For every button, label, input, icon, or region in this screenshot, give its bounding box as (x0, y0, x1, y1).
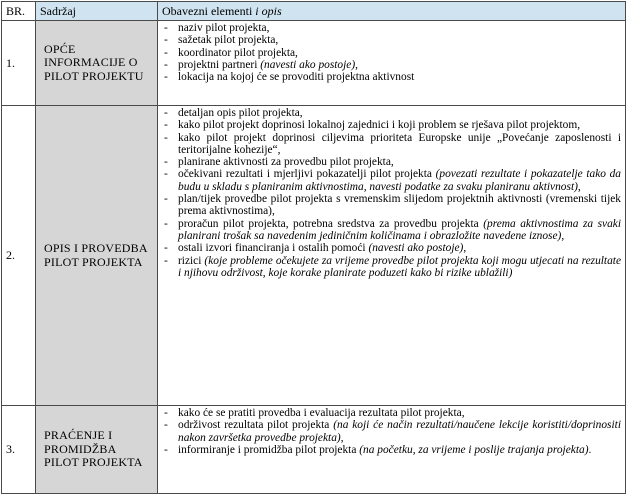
list-item (162, 119, 621, 131)
item-punctuation: , (340, 431, 344, 444)
section-title: PRAĆENJE I PROMIDŽBA PILOT PROJEKTA (36, 406, 158, 494)
item-note: (navesti ako postoje) (368, 242, 464, 255)
elements-list (162, 407, 621, 456)
list-item (162, 156, 621, 168)
item-note: (prema aktivnostima za svaki planirani trošak sa navedenim jediničnim količinama i obrazložite navedene iznose) (178, 217, 621, 242)
item-text: očekivani rezultati i mjerljivi pokazatelji pilot projekta (178, 168, 436, 181)
row-number: 3. (2, 406, 36, 494)
item-note: (koje probleme očekujete za vrijeme provedbe pilot projekta koji mogu utjecati na rezultate i njihovu održivost, koje korake planirate poduzeti kako bi rizike ublažili) (178, 254, 622, 279)
header-elements (158, 2, 626, 21)
list-item (162, 255, 621, 280)
item-note: (na početku, za vrijeme i poslije trajanja projekta) (359, 443, 589, 456)
required-elements (158, 106, 626, 406)
section-title: OPIS I PROVEDBA PILOT PROJEKTA (36, 106, 158, 406)
item-text: kako će se pratiti provedba i evaluacija rezultata pilot projekta, (178, 407, 465, 419)
header-elements-main: Obavezni elementi (162, 3, 253, 18)
item-punctuation: . (588, 443, 592, 456)
list-item (162, 107, 621, 119)
list-item (162, 407, 621, 419)
list-item (162, 242, 621, 254)
item-text: planirane aktivnosti za provedbu pilot projekta, (178, 156, 394, 169)
list-item (162, 193, 621, 218)
table-header-row (2, 2, 626, 21)
item-text: naziv pilot projekta, (178, 22, 270, 34)
list-item (162, 419, 621, 444)
row-number: 1. (2, 21, 36, 106)
header-content: Sadržaj (36, 2, 158, 21)
item-note: (povezati rezultate i pokazatelje tako da budu u skladu s planiranim aktivnostima, navesti podatke za svaku planiranu aktivnost) (178, 168, 621, 193)
list-item (162, 218, 621, 243)
item-text: kako pilot projekt doprinosi lokalnoj zajednici i koji problem se rješava pilot projektom, (178, 119, 581, 132)
item-text: kako pilot projekt doprinosi ciljevima prioriteta Europske unije „Povećanje zaposlenosti i teritorijalne kohezije“, (178, 131, 621, 156)
list-item (162, 132, 621, 157)
section-title: OPĆE INFORMACIJE O PILOT PROJEKTU (36, 21, 158, 106)
item-text: sažetak pilot projekta, (178, 34, 279, 47)
item-punctuation: , (561, 229, 565, 242)
list-item (162, 444, 621, 456)
item-text: ostali izvori financiranja i ostalih pomoći (178, 242, 369, 255)
elements-list (162, 22, 621, 83)
list-item (162, 59, 621, 71)
item-text: plan/tijek provedbe pilot projekta s vremenskim slijedom projektnih aktivnosti (vremenski tijek prema aktivnostima), (178, 193, 621, 218)
table-row (2, 106, 626, 406)
item-text: proračun pilot projekta, potrebna sredstva za provedbu projekta (178, 217, 484, 230)
row-number: 2. (2, 106, 36, 406)
list-item (162, 47, 621, 59)
list-item (162, 71, 621, 83)
requirements-table (1, 1, 626, 494)
item-punctuation: , (355, 58, 359, 71)
elements-list (162, 107, 621, 279)
table-row (2, 21, 626, 106)
item-text: informiranje i promidžba pilot projekta (178, 443, 360, 456)
item-note: (na koji će način rezultati/naučene lekcije koristiti/doprinositi nakon završetka provedbe projekta) (178, 419, 621, 444)
header-elements-italic: i opis (255, 3, 282, 18)
item-text: koordinator pilot projekta, (178, 46, 298, 59)
item-punctuation: , (577, 180, 581, 193)
list-item (162, 34, 621, 46)
list-item (162, 168, 621, 193)
item-note: (navesti ako postoje) (260, 58, 356, 71)
list-item (162, 22, 621, 34)
required-elements (158, 21, 626, 106)
item-text: detaljan opis pilot projekta, (178, 107, 303, 119)
item-text: održivost rezultata pilot projekta (178, 419, 334, 432)
item-text: rizici (178, 254, 205, 267)
item-text: lokacija na kojoj će se provoditi projektna aktivnost (178, 71, 415, 84)
required-elements (158, 406, 626, 494)
table-row (2, 406, 626, 494)
header-number: BR. (2, 2, 36, 21)
item-punctuation: , (463, 242, 467, 255)
item-text: projektni partneri (178, 58, 261, 71)
